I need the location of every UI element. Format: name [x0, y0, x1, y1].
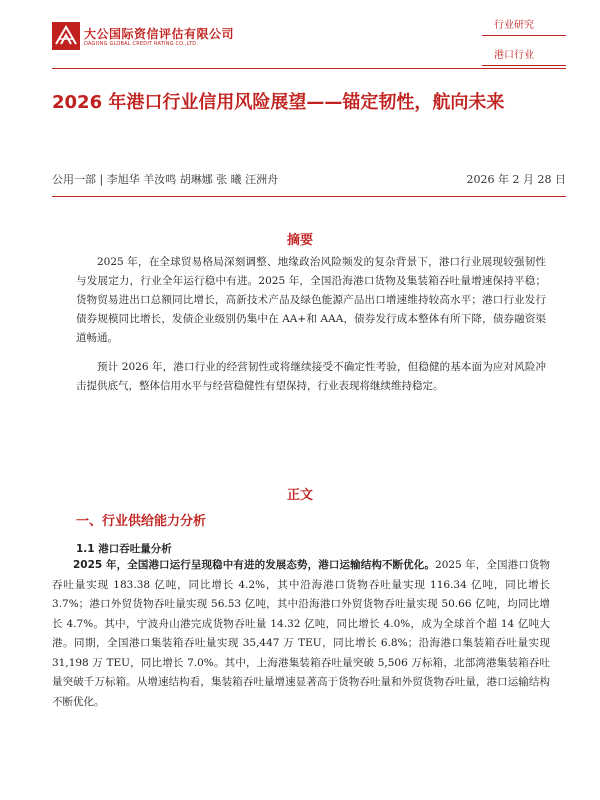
- section-1-1-lead: 2025 年，全国港口运行呈现稳中有进的发展态势，港口运输结构不断优化。: [73, 559, 436, 571]
- report-authors: 公用一部 | 李旭华 羊汝鸣 胡琳娜 张 曦 汪洲舟: [52, 173, 279, 186]
- header-divider: [52, 68, 566, 69]
- report-meta: [52, 171, 566, 187]
- main-heading: 正文: [286, 488, 313, 503]
- abstract-paragraph-2: 预计 2026 年，港口行业的经营韧性或将继续接受不确定性考验，但稳健的基本面为应对风险冲击提供底气，整体信用水平与经营稳健性有望保持，行业表现将继续维持稳定。: [76, 361, 546, 392]
- category-tag-industry-research: 行业研究: [482, 16, 566, 36]
- report-date: 2026 年 2 月 28 日: [466, 173, 566, 186]
- section-1-1-body: [52, 556, 550, 712]
- report-title: 2026 年港口行业信用风险展望——锚定韧性，航向未来: [52, 92, 505, 113]
- category-tag-port-industry: 港口行业: [482, 46, 566, 66]
- company-name-en: DAGONG GLOBAL CREDIT RATING CO.,LTD.: [84, 41, 199, 47]
- company-logo-icon: [52, 22, 80, 50]
- abstract-heading: 摘要: [286, 233, 313, 248]
- abstract-paragraph-1: 2025 年，在全球贸易格局深刻调整、地缘政治风险频发的复杂背景下，港口行业展现较强韧性与发展定力，行业全年运行稳中有进。2025 年，全国沿海港口货物及集装箱吞吐量增速保持平稳；货物贸易进出口总额同比增长，高新技术产品及绿色能源产品出口增速维持较高水平；港口行业发行债券规模同比增长，发债企业级别仍集中在 AA+和 AAA，债券发行成本整体有所下降，债券融资渠道畅通。: [76, 256, 546, 344]
- company-name-cn: 大公国际资信评估有限公司: [84, 27, 235, 41]
- section-1-heading: 一、行业供给能力分析: [76, 514, 207, 529]
- meta-divider: [52, 196, 566, 197]
- section-1-1-heading: 1.1 港口吞吐量分析: [76, 543, 172, 555]
- section-1-1-text: 2025 年，全国港口货物吞吐量实现 183.38 亿吨，同比增长 4.2%，其中沿海港口货物吞吐量实现 116.34 亿吨，同比增长 3.7%；港口外贸货物吞吐量实现 56.53 亿吨，其中沿海港口外贸货物吞吐量实现 50.66 亿吨，均同比增长 4.7%。其中，宁波舟山港完成货物吞吐量 14.32 亿吨，同比增长 4.0%，成为全球首个超 14 亿吨大港。同期，全国港口集装箱吞吐量实现 35,447 万 TEU，同比增长 6.8%；沿海港口集装箱吞吐量实现 31,198 万 TEU，同比增长 7.0%。其中，上海港集装箱吞吐量突破 5,506 万标箱，北部湾港集装箱吞吐量突破千万标箱。从增速结构看，集装箱吞吐量增速显著高于货物吞吐量和外贸货物吞吐量，港口运输结构不断优化。: [52, 559, 550, 708]
